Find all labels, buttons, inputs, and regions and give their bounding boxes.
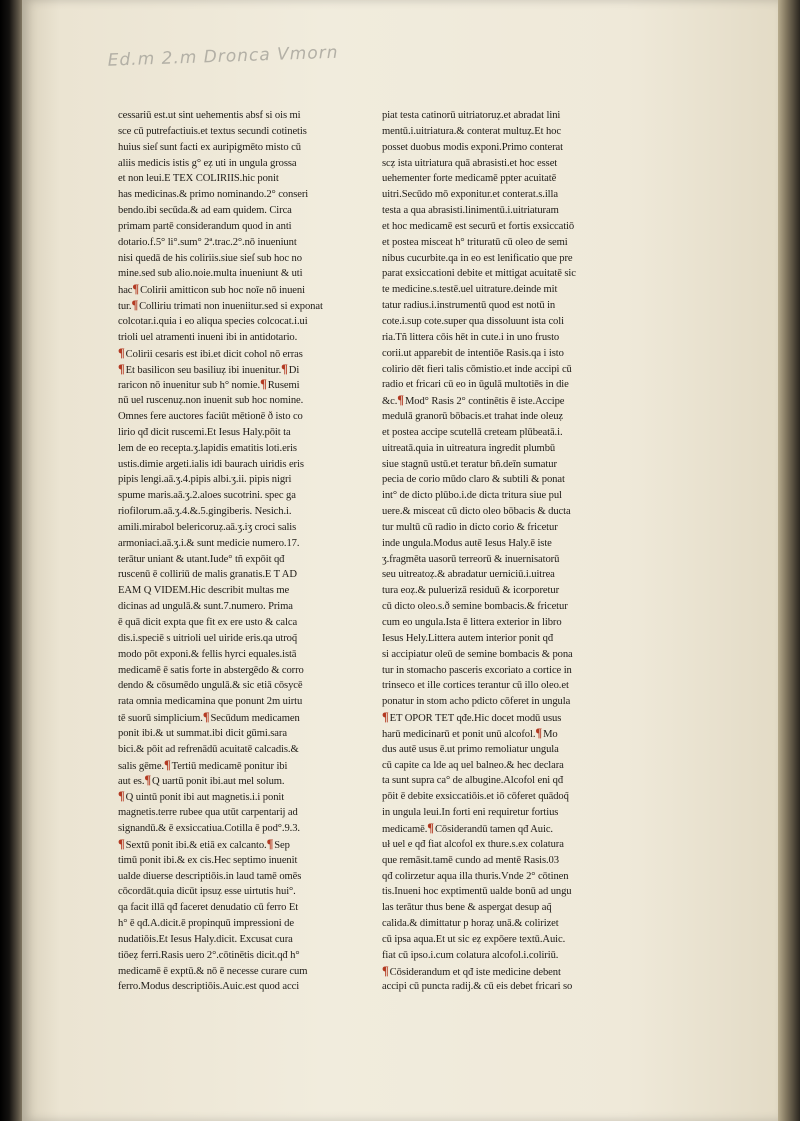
text-line [382, 314, 628, 330]
line-text: int° de dicto plūbo.i.de dicta tritura siue pul [382, 490, 562, 502]
line-text: aliis medicis istis g° eẓ uti in ungula grossa [118, 157, 297, 169]
text-line [382, 821, 628, 837]
text-line [118, 647, 356, 663]
text-line [382, 266, 628, 282]
line-text: riofilorum.aā.ʒ.4.&.5.gingiberis. Nesich.i. [118, 506, 292, 518]
text-line [118, 377, 356, 393]
line-text: pecia de corio mūdo claro & subtili & ponat [382, 474, 565, 486]
line-text: EAM Q VIDEM.Hic describit multas me [118, 585, 290, 597]
text-line [382, 393, 628, 409]
rubric-mark: ¶ [118, 345, 125, 360]
text-line [382, 583, 628, 599]
line-text: dendo & cōsumēdo ungulā.& sic etiā cōsycē [118, 680, 303, 692]
text-line [382, 758, 628, 774]
text-line [382, 409, 628, 425]
text-line [118, 472, 356, 488]
text-line [382, 203, 628, 219]
line-text: bendo.ibi secūda.& ad eam quidem. Circa [118, 205, 292, 217]
text-line [118, 726, 356, 742]
text-line [382, 472, 628, 488]
text-line [382, 948, 628, 964]
text-line [118, 298, 356, 314]
line-text: qđ colirzetur aqua illa thuris.Vnde 2° cōtinen [382, 870, 569, 882]
text-line [118, 583, 356, 599]
text-line [382, 140, 628, 156]
text-line [118, 457, 356, 473]
line-text: h° ē qđ.A.dicit.ē propinquū impressioni de [118, 918, 294, 930]
rubric-mark: ¶ [266, 836, 274, 851]
text-line [382, 362, 628, 378]
line-text: ta sunt supra ca° de albugine.Alcofol eni qđ [382, 775, 564, 787]
line-text: Q uintū ponit ibi aut magnetis.i.i ponit [125, 792, 285, 804]
text-line [382, 457, 628, 473]
text-line [118, 156, 356, 172]
text-line [118, 932, 356, 948]
text-line [382, 726, 628, 742]
line-text: scẓ ista uitriatura quā abrasisti.et hoc esset [382, 157, 558, 169]
text-line [382, 932, 628, 948]
rubric-mark: ¶ [535, 725, 543, 740]
text-line [118, 821, 356, 837]
rubric-mark: ¶ [397, 393, 404, 408]
line-text: tur in stomacho pasceris excoriato a cortice in [382, 664, 572, 676]
line-text: pipis lengi.aā.ʒ.4.pipis albi.ʒ.ii. pipis nigri [118, 474, 292, 486]
line-text: Colliriu trimati non inueniitur.sed si exponat [139, 301, 323, 313]
line-text: nibus cucurbite.qa in eo est lenificatio que pre [382, 252, 573, 264]
line-text: Mo [543, 728, 558, 740]
line-text: hac [118, 285, 133, 297]
line-text: corii.ut apparebit de intentiōe Rasis.qa i isto [382, 347, 564, 359]
text-line [382, 520, 628, 536]
rubric-mark: ¶ [144, 773, 152, 788]
line-text: Omnes fere auctores faciūt mētionē ð isto co [118, 411, 303, 423]
text-line [118, 789, 356, 805]
line-text: Cōsiderandū tamen qđ Auic. [434, 823, 553, 835]
text-line [382, 773, 628, 789]
text-line [382, 251, 628, 267]
line-text: testa a qua abrasisti.linimentū.i.uitriaturam [382, 205, 559, 217]
text-line [118, 837, 356, 853]
text-line [118, 631, 356, 647]
line-text: cum eo ungula.Ista ē littera exterior in libro [382, 617, 562, 628]
text-line [118, 853, 356, 869]
line-text: las terātur thus bene & aspergat desup aq̃ [382, 902, 552, 914]
line-text: primam partē considerandum quod in anti [118, 220, 292, 232]
text-line [118, 108, 356, 124]
line-text: dicinas ad ungulā.& sunt.7.numero. Prima [118, 601, 293, 613]
line-text: medicamē ē exptū.& nō ē necesse curare cum [118, 965, 308, 977]
line-text: tura eoẓ.& puluerizā residuū & icorporetur [382, 585, 560, 597]
line-text: Secūdum medicamen [210, 713, 300, 725]
line-text: pōit ē debite exsiccatiōis.et iō cōferet quādoq̃ [382, 791, 569, 803]
text-line [118, 124, 356, 140]
text-line [382, 282, 628, 298]
line-text: Di [288, 364, 300, 376]
text-line [118, 314, 356, 330]
line-text: modo pōt exponi.& fellis hyrci equales.istā [118, 648, 297, 660]
line-text: dis.i.speciē s uitrioli uel uiride eris.qa utroq̃ [118, 632, 298, 644]
line-text: Mod° Rasis 2° continētis ē iste.Accipe [404, 396, 565, 408]
text-line [382, 156, 628, 172]
text-line [382, 694, 628, 710]
line-text: ruscenū ē colliriū de malis granatis.E T AD [118, 569, 297, 581]
line-text: Colirii cesaris est ibi.et dicit cohol nō erras [125, 348, 303, 360]
line-text: calida.& dimittatur p horaẓ unā.& colirizet [382, 918, 559, 930]
line-text: medicamē. [382, 823, 428, 835]
line-text: colirio dēt fieri talis cōmistio.et inde accipi cū [382, 363, 572, 375]
text-line [382, 884, 628, 900]
line-text: parat exsiccationi debite et mittigat acuitatē sic [382, 268, 576, 280]
text-line [382, 710, 628, 726]
line-text: ria.Tñ littera cōis hēt in cute.i in uno frusto [382, 331, 560, 343]
text-line [382, 124, 628, 140]
text-line [118, 251, 356, 267]
text-line [382, 330, 628, 346]
line-text: accipi cū puncta radij.& cū eis debet fricari so [382, 981, 573, 993]
line-text: ET OPOR TET qđe.Hic docet modū usus [389, 713, 562, 725]
text-line [118, 599, 356, 615]
text-line [382, 805, 628, 821]
text-line [118, 805, 356, 821]
text-column-right [382, 108, 628, 995]
text-line [118, 615, 356, 631]
text-line [382, 615, 628, 631]
text-line [118, 900, 356, 916]
text-line [382, 171, 628, 187]
line-text: fiat cū ipso.i.cum colatura alcofol.i.coliriū. [382, 949, 559, 961]
rubric-mark: ¶ [131, 298, 139, 313]
text-line [118, 567, 356, 583]
text-line [382, 567, 628, 583]
line-text: Sep [274, 839, 290, 851]
text-line [382, 663, 628, 679]
text-line [382, 346, 628, 362]
line-text: cote.i.sup cote.super qua dissoluunt ista coli [382, 315, 564, 327]
line-text: has medicinas.& primo nominando.2° conseri [118, 189, 309, 201]
line-text: cessariū est.ut sint uehementis absf si ois mi [118, 110, 301, 121]
text-line [382, 377, 628, 393]
text-line [382, 853, 628, 869]
line-text: armoniaci.aā.ʒ.i.& sunt medicie numero.17. [118, 537, 300, 549]
rubric-mark: ¶ [202, 710, 210, 725]
text-line [382, 536, 628, 552]
line-text: Sextū ponit ibi.& etiā ex calcanto. [125, 839, 267, 851]
text-column-left [118, 108, 356, 995]
line-text: ponit ibi.& ut summat.ibi dicit gūmi.sara [118, 727, 287, 739]
text-line [118, 425, 356, 441]
line-text: tur. [118, 301, 132, 313]
line-text: cū dicto oleo.s.ð semine bombacis.& fricetur [382, 601, 568, 613]
text-line [118, 536, 356, 552]
line-text: tatur radius.i.instrumentū quod est notū in [382, 300, 556, 312]
line-text: ponatur in stom acho pdicto cōferet in ungula [382, 696, 571, 708]
text-line [118, 678, 356, 694]
line-text: et postea accipe scutellā creteam plūbeatā.i. [382, 426, 563, 438]
text-line [382, 789, 628, 805]
line-text: lirio qđ dicit ruscemi.Et Iesus Haly.pōit ta [118, 426, 291, 438]
text-line [118, 362, 356, 378]
line-text: inde ungula.Modus autē Iesus Haly.ē iste [382, 537, 552, 549]
text-line [382, 504, 628, 520]
text-line [118, 964, 356, 980]
marginalia-note: Ed.m 2.m Dronca Vmorn [107, 42, 339, 71]
text-line [382, 219, 628, 235]
line-text: et non leui.E TEX COLIRIIS.hic ponit [118, 173, 279, 185]
text-line [118, 694, 356, 710]
line-text: piat testa catinorū uitriatoruẓ.et abradat lini [382, 110, 561, 121]
line-text: Et basilicon seu basiliuẓ ibi inuenitur. [125, 364, 282, 376]
line-text: Tertiū medicamē ponitur ibi [171, 760, 288, 772]
text-line [118, 773, 356, 789]
line-text: nū uel ruscenuẓ.non inuenit sub hoc nomine. [118, 395, 304, 407]
line-text: Rusemi [267, 380, 300, 392]
text-line [118, 219, 356, 235]
line-text: huius sieſ sunt facti ex auripigmēto misto cū [118, 141, 301, 153]
text-line [382, 979, 628, 995]
text-line [118, 203, 356, 219]
line-text: uitri.Secūdo mō exponitur.et conterat.s.illa [382, 189, 558, 201]
text-line [118, 441, 356, 457]
line-text: &c. [382, 396, 398, 408]
text-line [382, 425, 628, 441]
line-text: bici.& pōit ad refrenādū acuitatē calcadis.& [118, 743, 299, 755]
text-line [118, 187, 356, 203]
line-text: trioli uel atramenti inueni ibi in antidotario. [118, 331, 298, 343]
text-line [118, 282, 356, 298]
line-text: trinseco et ille cortices terantur cū illo oleo.et [382, 680, 569, 692]
line-text: posset duobus modis exponi.Primo conterat [382, 141, 563, 153]
text-line [382, 552, 628, 568]
line-text: tis.Inueni hoc exptimentū ualde bonū ad ungu [382, 886, 572, 898]
line-text: que remāsit.tamē cundo ad mentē Rasis.03 [382, 854, 559, 866]
line-text: tur multū cū radio in dicto corio & fricetur [382, 521, 558, 533]
line-text: te medicine.s.testē.uel uitrature.deinde mit [382, 284, 558, 296]
text-line [382, 298, 628, 314]
text-line [118, 393, 356, 409]
line-text: ferro.Modus descriptiōis.Auic.est quod acci [118, 981, 300, 993]
text-line [382, 900, 628, 916]
text-line [118, 409, 356, 425]
text-line [118, 552, 356, 568]
text-line [382, 869, 628, 885]
text-line [382, 647, 628, 663]
line-text: nisi quedā de his coliriis.siue sieſ sub hoc no [118, 252, 302, 264]
line-text: ē quā dicit expta que fit ex ere usto & calca [118, 617, 298, 628]
line-text: uehementer forte medicamē ppter acuitatē [382, 173, 557, 185]
text-line [382, 235, 628, 251]
line-text: Iesus Hely.Littera autem interior ponit qđ [382, 632, 554, 644]
line-text: dus autē usus ē.ut primo remoliatur ungula [382, 743, 559, 755]
line-text: in ungula leui.In forti eni requiretur fortius [382, 807, 559, 819]
line-text: Colirii amitticon sub hoc noīe nō inueni [140, 285, 305, 297]
text-line [118, 869, 356, 885]
line-text: cū ipsa aqua.Et ut sic eẓ expōere textū.Auic. [382, 933, 566, 945]
line-text: medulā granorū bōbacis.et trahat inde oleuẓ [382, 411, 564, 423]
line-text: mentū.i.uitriatura.& conterat multuẓ.Et hoc [382, 125, 561, 137]
line-text: amili.mirabol belericoruẓ.aā.ʒ.iʒ croci salis [118, 521, 297, 533]
text-line [118, 330, 356, 346]
rubric-mark: ¶ [118, 361, 125, 376]
line-text: seu uitreatoẓ.& abradatur uerniciū.i.uitrea [382, 569, 555, 581]
line-text: mine.sed sub alio.noie.multa inueniunt & uti [118, 268, 303, 280]
line-text: colcotar.i.quia i eo aliqua species colcocat.i.ui [118, 315, 308, 327]
text-line [118, 504, 356, 520]
line-text: lem de eo recepta.ʒ.lapidis ematitis loti.eris [118, 442, 297, 454]
text-line [382, 187, 628, 203]
line-text: magnetis.terre rubee qua utūt carpentarij ad [118, 807, 298, 819]
line-text: uł uel e qđ fiat alcofol ex thure.s.ex colatura [382, 838, 564, 850]
text-line [382, 108, 628, 124]
text-line [118, 916, 356, 932]
text-line [118, 266, 356, 282]
line-text: dotario.f.5° li°.sum° 2ª.trac.2°.nō inueniunt [118, 236, 297, 248]
line-text: ʒ.fragmēta uasorū terreorū & inuernisatorū [382, 553, 560, 565]
rubric-mark: ¶ [382, 963, 389, 978]
line-text: harū medicinarū et ponit unū alcofol. [382, 728, 536, 740]
line-text: uitreatā.quia in uitreatura ingredit plumbū [382, 442, 556, 454]
line-text: si accipiatur oleū de semine bombacis & pona [382, 648, 573, 660]
line-text: medicamē ē satis forte in abstergēdo & corro [118, 664, 304, 676]
rubric-mark: ¶ [118, 836, 125, 851]
line-text: spume maris.aā.ʒ.2.aloes sucotrini. spec ga [118, 490, 296, 502]
rubric-mark: ¶ [382, 710, 389, 725]
rubric-mark: ¶ [427, 820, 434, 835]
text-line [382, 488, 628, 504]
rubric-mark: ¶ [132, 282, 140, 297]
text-line [382, 599, 628, 615]
line-text: sce cū putrefactiuis.et textus secundi cotinetis [118, 125, 307, 137]
text-line [118, 742, 356, 758]
line-text: cōcordāt.quia dicūt ipsuẓ esse uirtutis hui°. [118, 886, 296, 898]
line-text: aut es. [118, 776, 145, 788]
line-text: siue stagnū ustū.et teratur bñ.deīn sumatur [382, 458, 557, 470]
text-line [382, 837, 628, 853]
text-line [382, 631, 628, 647]
line-text: Q uartū ponit ibi.aut mel solum. [152, 776, 285, 788]
text-line [118, 520, 356, 536]
text-line [118, 346, 356, 362]
line-text: cū capite ca lde aq uel balneo.& hec declara [382, 759, 564, 771]
text-line [118, 884, 356, 900]
text-line [118, 758, 356, 774]
line-text: salis gēme. [118, 760, 164, 772]
line-text: et hoc medicamē est securū et fortis exsiccatiō [382, 220, 575, 232]
line-text: qa facit illā qđ faceret denudatio cū ferro Et [118, 902, 299, 914]
line-text: tiōeẓ ferri.Rasis uero 2°.cōtinētis dicit.qđ h° [118, 949, 300, 961]
text-line [382, 678, 628, 694]
rubric-mark: ¶ [260, 377, 267, 392]
line-text: signandū.& ē exsiccatiua.Cotilla ē pod°.9.3. [118, 822, 300, 834]
line-text: et postea misceat h° trituratū cū oleo de semi [382, 236, 568, 248]
line-text: terātur uniant & utant.Iude° tñ expōit qđ [118, 553, 285, 565]
line-text: uere.& misceat cū dicto oleo bōbacis & ducta [382, 506, 571, 518]
text-line [118, 171, 356, 187]
line-text: nudatiōis.Et Iesus Haly.dicit. Excusat cura [118, 933, 293, 945]
line-text: tē suorū simplicium. [118, 713, 203, 725]
rubric-mark: ¶ [163, 757, 171, 772]
line-text: ualde diuerse descriptiōis.in laud tamē omēs [118, 870, 302, 882]
text-line [118, 663, 356, 679]
rubric-mark: ¶ [118, 789, 125, 804]
text-line [118, 710, 356, 726]
text-line [118, 979, 356, 995]
text-line [118, 948, 356, 964]
page-edge [778, 0, 800, 1121]
rubric-mark: ¶ [281, 361, 288, 376]
text-line [382, 742, 628, 758]
text-line [118, 235, 356, 251]
text-line [382, 441, 628, 457]
text-line [118, 488, 356, 504]
text-line [382, 964, 628, 980]
text-line [118, 140, 356, 156]
text-line [382, 916, 628, 932]
line-text: rata omnia medicamina que ponunt 2m uirtu [118, 696, 303, 708]
line-text: radio et fricari cū eo in ūgulā multotiēs in die [382, 379, 569, 391]
line-text: timū ponit ibi.& ex cis.Hec septimo inuenit [118, 854, 298, 866]
line-text: Cōsiderandum et qđ iste medicine debent [389, 966, 561, 978]
line-text: raricon nō inuenitur sub h° nomie. [118, 380, 261, 392]
line-text: ustis.dimie argeti.ialis idi baurach uiridis eris [118, 458, 304, 470]
